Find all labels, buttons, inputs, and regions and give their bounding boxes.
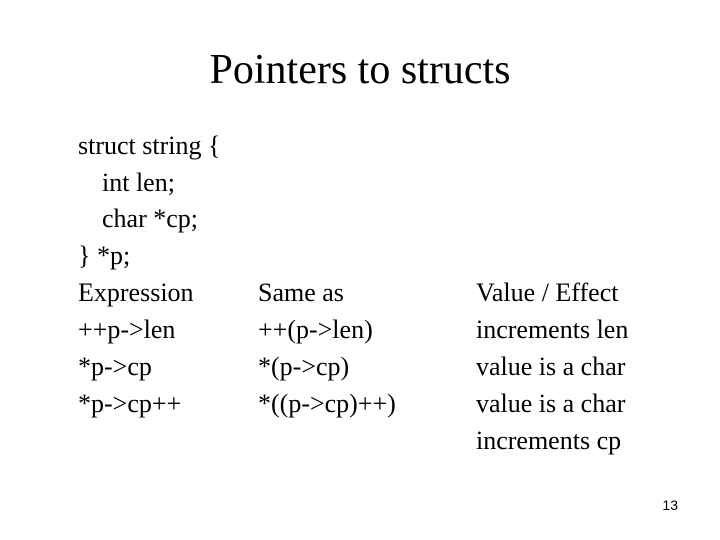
code-line: } *p;	[78, 241, 131, 270]
code-line: char *cp;	[102, 204, 199, 233]
expression-cell: *p->cp	[78, 352, 152, 381]
value-effect-cell: increments cp	[476, 426, 622, 455]
column-header-expression: Expression	[78, 278, 194, 307]
slide-title: Pointers to structs	[209, 47, 511, 93]
value-effect-cell: increments len	[476, 315, 629, 344]
value-effect-cell: value is a char	[476, 352, 626, 381]
expression-cell: *p->cp++	[78, 389, 182, 418]
code-line: struct string {	[78, 131, 221, 160]
same-as-cell: ++(p->len)	[258, 315, 373, 344]
value-effect-cell: value is a char	[476, 389, 626, 418]
same-as-cell: *(p->cp)	[258, 352, 350, 381]
expression-cell: ++p->len	[78, 315, 176, 344]
slide-number: 13	[662, 497, 678, 513]
column-header-same-as: Same as	[258, 278, 344, 307]
code-line: int len;	[102, 168, 175, 197]
column-header-value-effect: Value / Effect	[476, 278, 619, 307]
same-as-cell: *((p->cp)++)	[258, 389, 396, 418]
